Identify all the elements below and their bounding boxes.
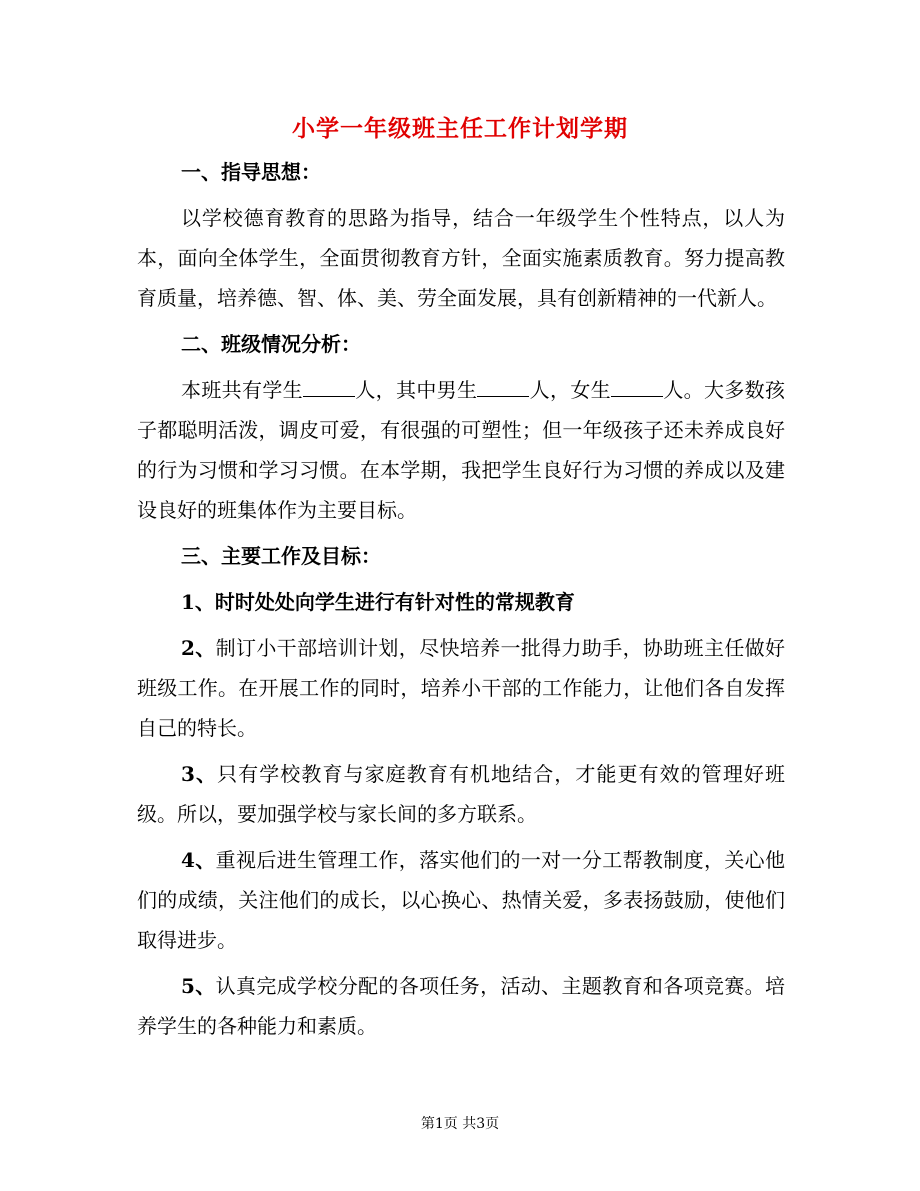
section-heading-guiding-ideology: 一、指导思想： (181, 160, 321, 184)
list-item-5-number: 5、 (181, 974, 216, 998)
list-item-4-text: 重视后进生管理工作，落实他们的一对一分工帮教制度，关心他们的成绩，关注他们的成长，以心换心、热情关爱，多表扬鼓励，使他们取得进步。 (137, 848, 786, 952)
list-item-4-number: 4、 (181, 848, 216, 872)
document-title: 小学一年级班主任工作计划学期 (292, 115, 628, 142)
list-item-5 (137, 966, 785, 1046)
list-item-2-text: 制订小干部培训计划，尽快培养一批得力助手，协助班主任做好班级工作。在开展工作的同时，培养小干部的工作能力，让他们各自发挥自己的特长。 (137, 636, 786, 740)
list-item-3-text: 只有学校教育与家庭教育有机地结合，才能更有效的管理好班级。所以，要加强学校与家长间的多方联系。 (137, 762, 786, 826)
page-number-footer: 第1页 共3页 (420, 1116, 500, 1132)
list-item-3 (137, 754, 785, 834)
document-body (137, 152, 785, 1052)
list-item-4 (137, 840, 785, 960)
list-item-1 (137, 582, 785, 622)
section-heading-class-analysis: 二、班级情况分析： (181, 332, 361, 356)
list-item-2 (137, 628, 785, 748)
class-analysis-text-d: 人。大多数孩子都聪明活泼，调皮可爱，有很强的可塑性；但一年级孩子还未养成良好的行为习惯和学习习惯。在本学期，我把学生良好行为习惯的养成以及建设良好的班集体作为主要目标。 (137, 378, 786, 522)
list-item-1-number: 1、 (181, 590, 215, 614)
class-analysis-text-b: 人，其中男生 (355, 378, 478, 402)
paragraph-guiding-ideology: 以学校德育教育的思路为指导，结合一年级学生个性特点，以人为本，面向全体学生，全面贯彻教育方针，全面实施素质教育。努力提高教育质量，培养德、智、体、美、劳全面发展，具有创新精神的一代新人。 (137, 206, 785, 310)
list-item-3-number: 3、 (181, 762, 218, 786)
blank-boy-count (477, 378, 529, 397)
list-item-5-text: 认真完成学校分配的各项任务，活动、主题教育和各项竞赛。培养学生的各种能力和素质。 (137, 974, 786, 1038)
section-heading-main-work: 三、主要工作及目标： (181, 544, 381, 568)
paragraph-class-analysis (137, 370, 785, 530)
class-analysis-text-a: 本班共有学生 (181, 378, 303, 402)
list-item-1-text: 时时处处向学生进行有针对性的常规教育 (214, 590, 575, 614)
blank-girl-count (611, 378, 663, 397)
class-analysis-text-c: 人，女生 (529, 378, 612, 402)
blank-student-count (303, 378, 355, 397)
list-item-2-number: 2、 (181, 636, 216, 660)
